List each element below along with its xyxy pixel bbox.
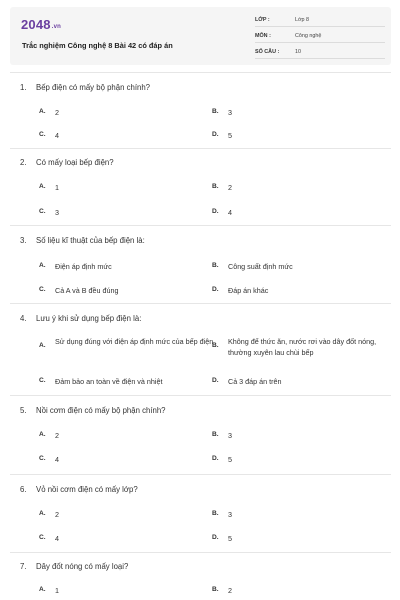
question-number: 4. (20, 314, 27, 323)
option-text: 2 (55, 108, 59, 117)
option-text: Điện áp định mức (55, 262, 112, 271)
divider (10, 72, 391, 73)
option-text: 1 (55, 586, 59, 595)
question-number: 3. (20, 236, 27, 245)
option-letter: B. (212, 510, 219, 517)
option-text: Cả 3 đáp án trên (228, 377, 282, 386)
question-label: Số liệu kĩ thuật của bếp điện là: (36, 236, 145, 245)
option-text: Đáp án khác (228, 286, 269, 295)
question-label: Nồi cơm điện có mấy bộ phận chính? (36, 406, 166, 415)
option-letter: A. (39, 183, 46, 190)
divider (10, 395, 391, 396)
question-label: Có mấy loại bếp điện? (36, 158, 114, 167)
divider (10, 303, 391, 304)
option-text: 3 (228, 510, 232, 519)
option-letter: C. (39, 131, 46, 138)
option-letter: B. (212, 108, 219, 115)
option-letter: A. (39, 586, 46, 593)
option-letter: B. (212, 431, 219, 438)
option-text: Cả A và B đều đúng (55, 286, 119, 295)
option-letter: D. (212, 377, 219, 384)
meta-subject (255, 31, 385, 43)
question-text (20, 83, 150, 92)
option-text: 3 (55, 208, 59, 217)
question-label: Lưu ý khi sử dụng bếp điện là: (36, 314, 142, 323)
option-letter: C. (39, 455, 46, 462)
option-text: 3 (228, 108, 232, 117)
option-text: 4 (55, 455, 59, 464)
meta-value: Lớp 8 (295, 17, 310, 23)
question-label: Bếp điện có mấy bộ phận chính? (36, 83, 151, 92)
option-text: Sử dụng đúng với điện áp định mức của bếp điện (55, 337, 214, 346)
option-letter: C. (39, 377, 46, 384)
quiz-title: Trắc nghiệm Công nghệ 8 Bài 42 có đáp án (22, 41, 173, 50)
divider (10, 148, 391, 149)
meta-value: 10 (295, 49, 301, 55)
option-letter: A. (39, 262, 46, 269)
site-logo[interactable] (21, 17, 61, 32)
quiz-header (10, 7, 391, 65)
meta-question-count (255, 47, 385, 59)
question-text (20, 406, 166, 415)
question-text (20, 485, 138, 494)
option-letter: D. (212, 208, 219, 215)
meta-value: Công nghệ (295, 33, 322, 39)
option-letter: C. (39, 286, 46, 293)
option-letter: A. (39, 431, 46, 438)
option-text: 1 (55, 183, 59, 192)
option-text: Không để thức ăn, nước rơi vào dây đốt nóng, thường xuyên lau chùi bếp (228, 337, 377, 357)
meta-label: MÔN : (255, 33, 271, 39)
option-text: 4 (55, 131, 59, 140)
meta-label: SỐ CÂU : (255, 49, 280, 55)
option-text: 2 (55, 431, 59, 440)
option-text: 4 (228, 208, 232, 217)
option-letter: B. (212, 342, 219, 349)
option-text: Đảm bảo an toàn về điện và nhiệt (55, 377, 163, 386)
option-text: 5 (228, 131, 232, 140)
option-letter: A. (39, 108, 46, 115)
question-text (20, 236, 145, 245)
option-text: Công suất định mức (228, 262, 293, 271)
option-letter: A. (39, 510, 46, 517)
question-number: 7. (20, 562, 27, 571)
option-text: 2 (228, 586, 232, 595)
option-letter: D. (212, 286, 219, 293)
option-letter: D. (212, 455, 219, 462)
option-text: 5 (228, 534, 232, 543)
option-text: 4 (55, 534, 59, 543)
option-text: 2 (228, 183, 232, 192)
divider (10, 225, 391, 226)
option-letter: A. (39, 342, 46, 349)
divider (10, 474, 391, 475)
option-letter: B. (212, 262, 219, 269)
question-label: Vỏ nồi cơm điện có mấy lớp? (36, 485, 138, 494)
question-text (20, 314, 141, 323)
meta-label: LỚP : (255, 17, 270, 23)
option-letter: D. (212, 534, 219, 541)
question-number: 5. (20, 406, 27, 415)
question-text (20, 158, 114, 167)
option-letter: C. (39, 208, 46, 215)
option-text: 3 (228, 431, 232, 440)
question-number: 2. (20, 158, 27, 167)
option-letter: B. (212, 586, 219, 593)
option-letter: D. (212, 131, 219, 138)
option-letter: C. (39, 534, 46, 541)
logo-suffix: .vn (51, 24, 62, 30)
question-text (20, 562, 128, 571)
question-number: 1. (20, 83, 27, 92)
divider (10, 552, 391, 553)
meta-class (255, 15, 385, 27)
logo-main: 2048 (21, 17, 51, 32)
option-text: 5 (228, 455, 232, 464)
option-letter: B. (212, 183, 219, 190)
question-label: Dây đốt nóng có mấy loại? (36, 562, 129, 571)
option-text: 2 (55, 510, 59, 519)
question-number: 6. (20, 485, 27, 494)
